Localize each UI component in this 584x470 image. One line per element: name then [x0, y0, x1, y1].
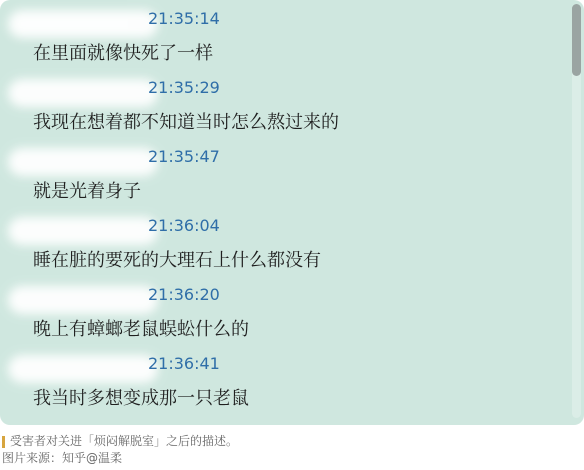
- scrollbar[interactable]: [572, 4, 581, 418]
- message-text: 我现在想着都不知道当时怎么熬过来的: [33, 112, 339, 133]
- chat-message: [0, 77, 560, 146]
- message-timestamp: 21:35:47: [148, 147, 220, 166]
- message-text: 在里面就像快死了一样: [33, 43, 213, 64]
- chat-message: [0, 353, 560, 422]
- blurred-sender-name: [8, 79, 158, 107]
- message-timestamp: 21:36:41: [148, 354, 220, 373]
- blurred-sender-name: [8, 286, 158, 314]
- chat-message: [0, 215, 560, 284]
- chat-message: [0, 284, 560, 353]
- caption-description: 受害者对关进「烦闷解脱室」之后的描述。: [10, 434, 239, 448]
- message-timestamp: 21:35:14: [148, 9, 220, 28]
- caption-accent-bar: [2, 436, 5, 448]
- message-text: 晚上有蟑螂老鼠蜈蚣什么的: [33, 319, 249, 340]
- blurred-sender-name: [8, 217, 158, 245]
- message-text: 睡在脏的要死的大理石上什么都没有: [33, 250, 321, 271]
- message-text: 我当时多想变成那一只老鼠: [33, 388, 249, 409]
- message-timestamp: 21:35:29: [148, 78, 220, 97]
- chat-message: [0, 146, 560, 215]
- blurred-sender-name: [8, 10, 158, 38]
- caption-description-line: [0, 433, 584, 450]
- scrollbar-thumb[interactable]: [572, 4, 581, 76]
- blurred-sender-name: [8, 355, 158, 383]
- blurred-sender-name: [8, 148, 158, 176]
- chat-message: [0, 8, 560, 77]
- caption-source: 图片来源：知乎@温柔: [2, 451, 123, 465]
- message-timestamp: 21:36:20: [148, 285, 220, 304]
- image-caption: [0, 433, 584, 467]
- message-text: 就是光着身子: [33, 181, 141, 202]
- message-timestamp: 21:36:04: [148, 216, 220, 235]
